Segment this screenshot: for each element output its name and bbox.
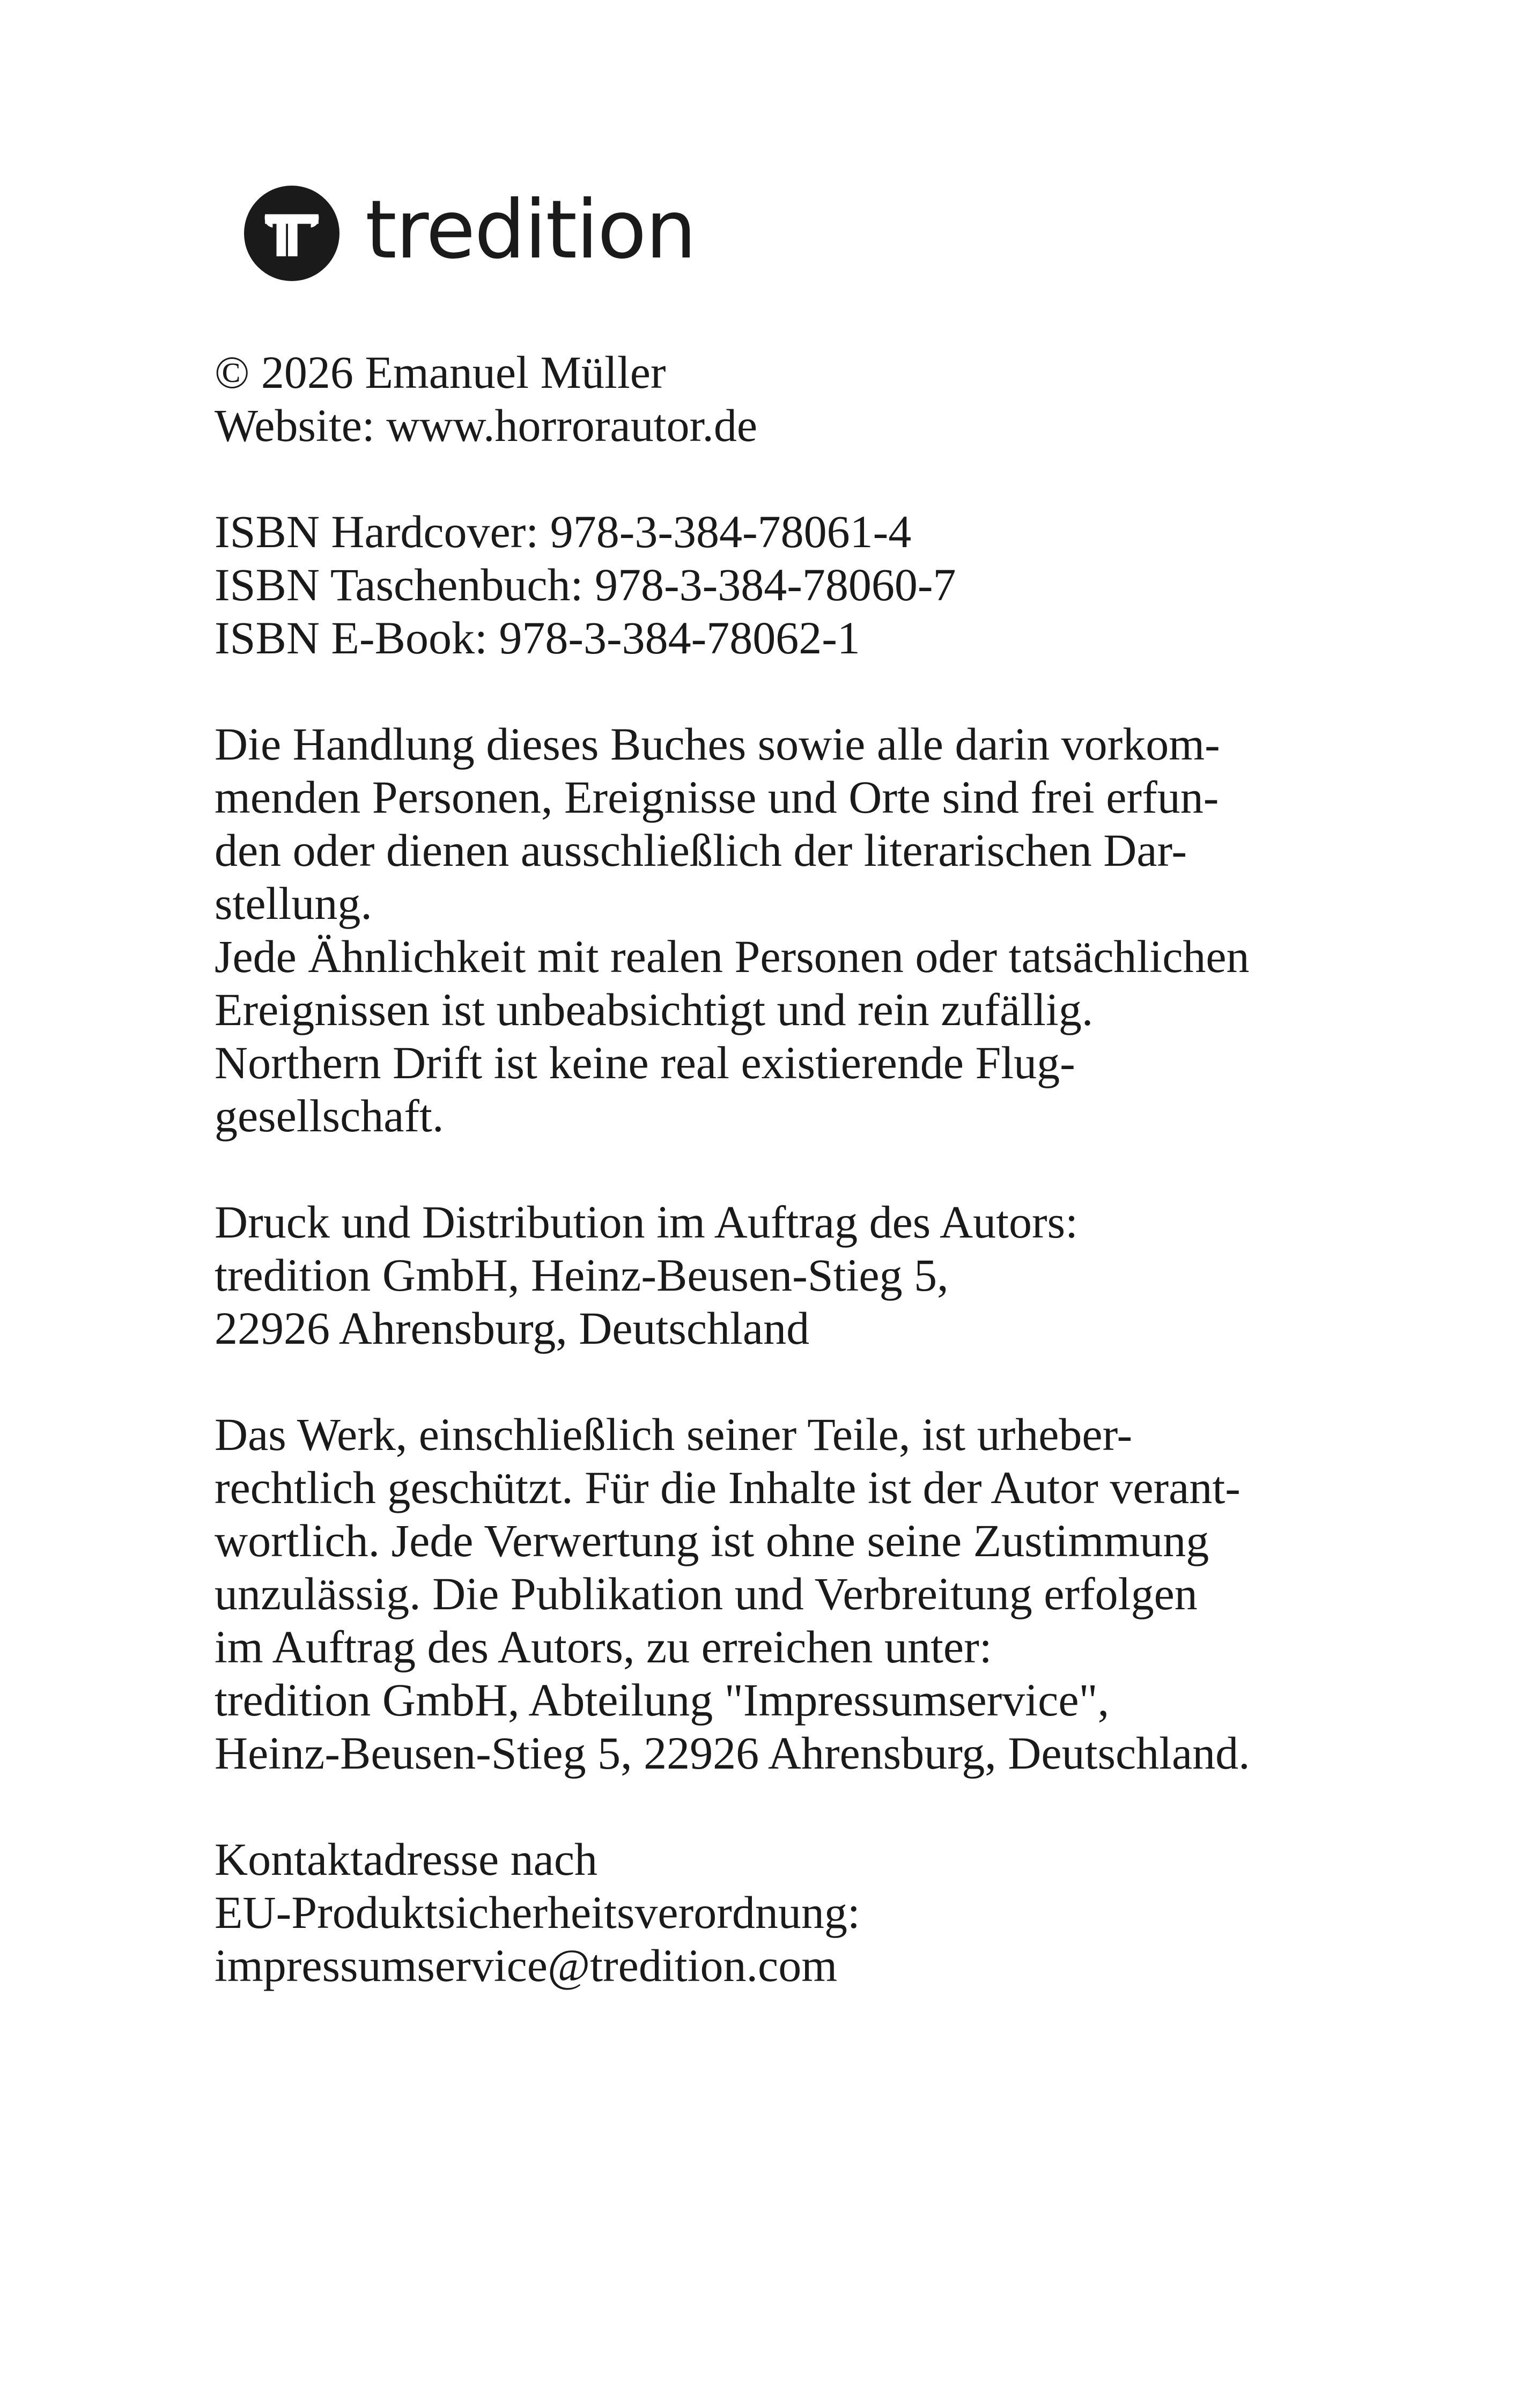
publisher-logo — [244, 185, 696, 282]
legal-line: im Auftrag des Autors, zu erreichen unter: — [215, 1621, 992, 1673]
contact-block — [215, 1833, 1341, 1992]
disclaimer-line: Jede Ähnlichkeit mit realen Personen oder tatsächlichen — [215, 931, 1250, 982]
imprint-text — [215, 346, 1341, 2045]
printing-block — [215, 1196, 1341, 1355]
publisher-logo-text: tredition — [365, 183, 696, 277]
legal-line: tredition GmbH, Abteilung "Impressumservice", — [215, 1674, 1110, 1726]
disclaimer-block — [215, 718, 1341, 1143]
legal-block — [215, 1408, 1341, 1780]
isbn-block — [215, 505, 1341, 665]
disclaimer-line: den oder dienen ausschließlich der literarischen Dar- — [215, 824, 1187, 876]
printing-line: Druck und Distribution im Auftrag des Autors: — [215, 1196, 1078, 1248]
legal-line: rechtlich geschützt. Für die Inhalte ist der Autor verant- — [215, 1462, 1241, 1513]
disclaimer-line: menden Personen, Ereignisse und Orte sind frei erfun- — [215, 771, 1219, 823]
disclaimer-line: stellung. — [215, 878, 372, 929]
disclaimer-line: Ereignissen ist unbeabsichtigt und rein zufällig. — [215, 984, 1094, 1035]
legal-line: unzulässig. Die Publikation und Verbreitung erfolgen — [215, 1568, 1198, 1619]
isbn-ebook: ISBN E-Book: 978-3-384-78062-1 — [215, 612, 860, 664]
contact-line: EU-Produktsicherheitsverordnung: — [215, 1887, 860, 1938]
website-line: Website: www.horrorautor.de — [215, 400, 758, 451]
disclaimer-line: Northern Drift ist keine real existierende Flug- — [215, 1037, 1075, 1088]
copyright-block — [215, 346, 1341, 452]
legal-line: Heinz-Beusen-Stieg 5, 22926 Ahrensburg, Deutschland. — [215, 1727, 1250, 1779]
tredition-logo-mark-icon — [244, 186, 339, 281]
printing-line: tredition GmbH, Heinz-Beusen-Stieg 5, — [215, 1249, 949, 1301]
legal-line: wortlich. Jede Verwertung ist ohne seine Zustimmung — [215, 1515, 1209, 1566]
disclaimer-line: gesellschaft. — [215, 1090, 444, 1142]
printing-line: 22926 Ahrensburg, Deutschland — [215, 1302, 810, 1354]
contact-line: Kontaktadresse nach — [215, 1833, 597, 1885]
disclaimer-line: Die Handlung dieses Buches sowie alle darin vorkom- — [215, 718, 1220, 770]
copyright-line: © 2026 Emanuel Müller — [215, 347, 666, 398]
legal-line: Das Werk, einschließlich seiner Teile, ist urheber- — [215, 1409, 1133, 1460]
isbn-hardcover: ISBN Hardcover: 978-3-384-78061-4 — [215, 506, 912, 557]
contact-email: impressumservice@tredition.com — [215, 1940, 838, 1991]
isbn-paperback: ISBN Taschenbuch: 978-3-384-78060-7 — [215, 559, 956, 610]
